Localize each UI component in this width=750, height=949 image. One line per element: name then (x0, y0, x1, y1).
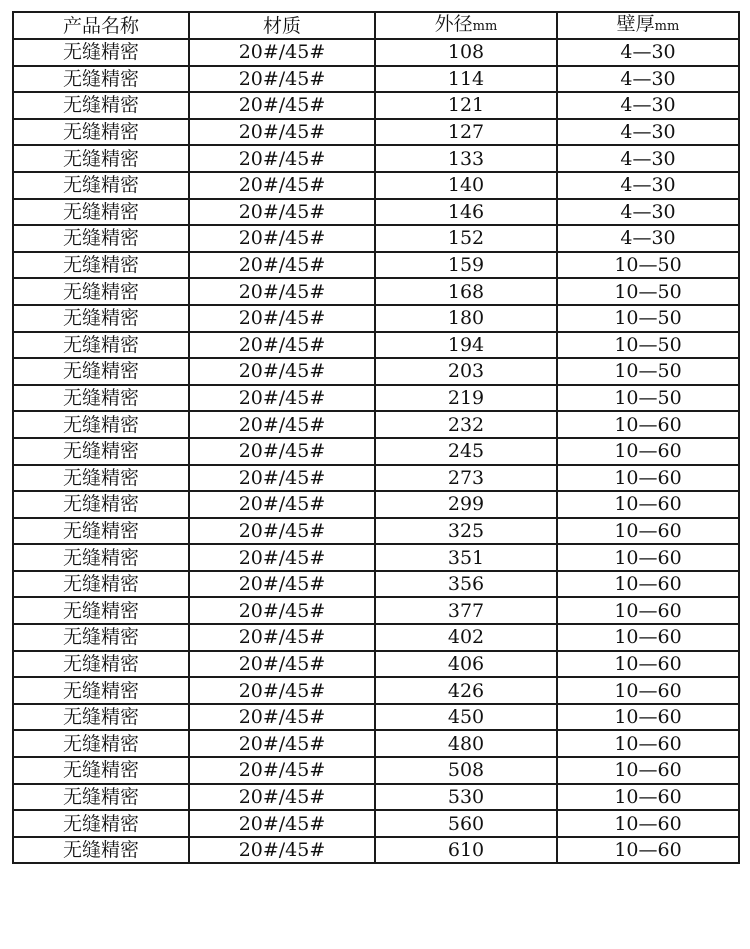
header-wall-thickness (557, 12, 739, 39)
cell-product-name: 无缝精密 (13, 651, 189, 678)
cell-material: 20#/45# (189, 784, 375, 811)
cell-outer-diameter: 406 (375, 651, 557, 678)
table-row (13, 66, 739, 93)
cell-wall-thickness: 10—60 (557, 651, 739, 678)
cell-wall-thickness: 10—60 (557, 491, 739, 518)
cell-wall-thickness: 4—30 (557, 225, 739, 252)
cell-outer-diameter: 351 (375, 544, 557, 571)
cell-product-name: 无缝精密 (13, 784, 189, 811)
cell-wall-thickness: 10—50 (557, 332, 739, 359)
table-row (13, 624, 739, 651)
table-row (13, 438, 739, 465)
cell-outer-diameter: 159 (375, 252, 557, 279)
table-row (13, 92, 739, 119)
spec-sheet (12, 11, 738, 864)
header-outer-diameter-label: 外径 (434, 13, 473, 35)
cell-product-name: 无缝精密 (13, 810, 189, 837)
cell-wall-thickness: 10—60 (557, 597, 739, 624)
cell-wall-thickness: 10—60 (557, 411, 739, 438)
cell-product-name: 无缝精密 (13, 677, 189, 704)
cell-outer-diameter: 560 (375, 810, 557, 837)
cell-wall-thickness: 10—50 (557, 358, 739, 385)
cell-material: 20#/45# (189, 119, 375, 146)
cell-material: 20#/45# (189, 225, 375, 252)
table-row (13, 757, 739, 784)
cell-wall-thickness: 10—60 (557, 624, 739, 651)
cell-material: 20#/45# (189, 624, 375, 651)
cell-outer-diameter: 127 (375, 119, 557, 146)
cell-outer-diameter: 133 (375, 145, 557, 172)
cell-outer-diameter: 610 (375, 837, 557, 864)
table-row (13, 518, 739, 545)
cell-outer-diameter: 219 (375, 385, 557, 412)
cell-wall-thickness: 4—30 (557, 119, 739, 146)
header-material-label: 材质 (262, 14, 301, 37)
header-material (189, 12, 375, 39)
cell-material: 20#/45# (189, 411, 375, 438)
cell-outer-diameter: 325 (375, 518, 557, 545)
cell-outer-diameter: 232 (375, 411, 557, 438)
cell-material: 20#/45# (189, 465, 375, 492)
cell-material: 20#/45# (189, 145, 375, 172)
cell-product-name: 无缝精密 (13, 704, 189, 731)
cell-outer-diameter: 273 (375, 465, 557, 492)
table-row (13, 810, 739, 837)
cell-material: 20#/45# (189, 278, 375, 305)
cell-wall-thickness: 4—30 (557, 66, 739, 93)
cell-product-name: 无缝精密 (13, 92, 189, 119)
cell-material: 20#/45# (189, 651, 375, 678)
cell-wall-thickness: 10—60 (557, 704, 739, 731)
cell-material: 20#/45# (189, 810, 375, 837)
cell-product-name: 无缝精密 (13, 332, 189, 359)
cell-outer-diameter: 146 (375, 199, 557, 226)
cell-wall-thickness: 10—60 (557, 438, 739, 465)
header-outer-diameter (375, 12, 557, 39)
table-row (13, 172, 739, 199)
cell-product-name: 无缝精密 (13, 305, 189, 332)
table-row (13, 465, 739, 492)
cell-outer-diameter: 168 (375, 278, 557, 305)
cell-material: 20#/45# (189, 438, 375, 465)
cell-outer-diameter: 108 (375, 39, 557, 66)
cell-wall-thickness: 10—50 (557, 252, 739, 279)
cell-outer-diameter: 299 (375, 491, 557, 518)
header-row (13, 12, 739, 39)
table-row (13, 597, 739, 624)
cell-product-name: 无缝精密 (13, 597, 189, 624)
table-row (13, 704, 739, 731)
cell-outer-diameter: 402 (375, 624, 557, 651)
table-row (13, 199, 739, 226)
cell-product-name: 无缝精密 (13, 837, 189, 864)
cell-product-name: 无缝精密 (13, 491, 189, 518)
cell-product-name: 无缝精密 (13, 518, 189, 545)
cell-outer-diameter: 114 (375, 66, 557, 93)
table-row (13, 39, 739, 66)
cell-outer-diameter: 450 (375, 704, 557, 731)
table-row (13, 385, 739, 412)
header-wall-thickness-unit: mm (654, 19, 680, 34)
cell-product-name: 无缝精密 (13, 730, 189, 757)
header-product-name (13, 12, 189, 39)
table-row (13, 784, 739, 811)
cell-product-name: 无缝精密 (13, 119, 189, 146)
table-row (13, 411, 739, 438)
cell-material: 20#/45# (189, 385, 375, 412)
cell-material: 20#/45# (189, 704, 375, 731)
cell-wall-thickness: 10—60 (557, 571, 739, 598)
cell-product-name: 无缝精密 (13, 571, 189, 598)
cell-outer-diameter: 356 (375, 571, 557, 598)
cell-product-name: 无缝精密 (13, 438, 189, 465)
cell-wall-thickness: 10—60 (557, 837, 739, 864)
cell-material: 20#/45# (189, 172, 375, 199)
cell-outer-diameter: 194 (375, 332, 557, 359)
table-row (13, 225, 739, 252)
table-row (13, 491, 739, 518)
cell-material: 20#/45# (189, 730, 375, 757)
cell-product-name: 无缝精密 (13, 252, 189, 279)
cell-material: 20#/45# (189, 332, 375, 359)
table-row (13, 145, 739, 172)
cell-material: 20#/45# (189, 92, 375, 119)
cell-material: 20#/45# (189, 757, 375, 784)
cell-wall-thickness: 10—60 (557, 730, 739, 757)
cell-material: 20#/45# (189, 199, 375, 226)
cell-product-name: 无缝精密 (13, 385, 189, 412)
table-row (13, 252, 739, 279)
cell-material: 20#/45# (189, 571, 375, 598)
cell-outer-diameter: 203 (375, 358, 557, 385)
cell-outer-diameter: 245 (375, 438, 557, 465)
cell-product-name: 无缝精密 (13, 465, 189, 492)
cell-material: 20#/45# (189, 677, 375, 704)
cell-wall-thickness: 10—60 (557, 677, 739, 704)
cell-wall-thickness: 10—50 (557, 278, 739, 305)
cell-wall-thickness: 10—50 (557, 305, 739, 332)
cell-material: 20#/45# (189, 252, 375, 279)
table-row (13, 544, 739, 571)
cell-material: 20#/45# (189, 518, 375, 545)
cell-outer-diameter: 480 (375, 730, 557, 757)
cell-wall-thickness: 4—30 (557, 172, 739, 199)
cell-product-name: 无缝精密 (13, 358, 189, 385)
table-row (13, 651, 739, 678)
cell-wall-thickness: 10—60 (557, 810, 739, 837)
cell-outer-diameter: 180 (375, 305, 557, 332)
cell-material: 20#/45# (189, 358, 375, 385)
header-wall-thickness-label: 壁厚 (616, 13, 655, 35)
cell-product-name: 无缝精密 (13, 39, 189, 66)
cell-wall-thickness: 10—60 (557, 784, 739, 811)
spec-table (12, 11, 740, 864)
cell-wall-thickness: 10—60 (557, 518, 739, 545)
table-body (13, 39, 739, 863)
cell-material: 20#/45# (189, 305, 375, 332)
header-product-name-label: 产品名称 (62, 14, 139, 37)
cell-wall-thickness: 10—60 (557, 544, 739, 571)
cell-outer-diameter: 121 (375, 92, 557, 119)
cell-material: 20#/45# (189, 837, 375, 864)
cell-wall-thickness: 4—30 (557, 199, 739, 226)
cell-material: 20#/45# (189, 39, 375, 66)
table-row (13, 837, 739, 864)
cell-outer-diameter: 426 (375, 677, 557, 704)
cell-product-name: 无缝精密 (13, 544, 189, 571)
cell-product-name: 无缝精密 (13, 172, 189, 199)
cell-material: 20#/45# (189, 544, 375, 571)
table-header (13, 12, 739, 39)
table-row (13, 305, 739, 332)
table-row (13, 278, 739, 305)
table-row (13, 358, 739, 385)
cell-wall-thickness: 10—60 (557, 465, 739, 492)
cell-wall-thickness: 10—50 (557, 385, 739, 412)
cell-wall-thickness: 10—60 (557, 757, 739, 784)
table-row (13, 571, 739, 598)
cell-product-name: 无缝精密 (13, 145, 189, 172)
table-row (13, 730, 739, 757)
cell-wall-thickness: 4—30 (557, 39, 739, 66)
cell-product-name: 无缝精密 (13, 199, 189, 226)
cell-product-name: 无缝精密 (13, 278, 189, 305)
cell-material: 20#/45# (189, 597, 375, 624)
table-row (13, 332, 739, 359)
cell-product-name: 无缝精密 (13, 411, 189, 438)
cell-material: 20#/45# (189, 491, 375, 518)
table-row (13, 677, 739, 704)
cell-product-name: 无缝精密 (13, 624, 189, 651)
cell-material: 20#/45# (189, 66, 375, 93)
table-row (13, 119, 739, 146)
cell-product-name: 无缝精密 (13, 66, 189, 93)
cell-wall-thickness: 4—30 (557, 92, 739, 119)
cell-outer-diameter: 377 (375, 597, 557, 624)
cell-outer-diameter: 530 (375, 784, 557, 811)
cell-outer-diameter: 140 (375, 172, 557, 199)
cell-product-name: 无缝精密 (13, 757, 189, 784)
cell-product-name: 无缝精密 (13, 225, 189, 252)
cell-outer-diameter: 152 (375, 225, 557, 252)
cell-outer-diameter: 508 (375, 757, 557, 784)
header-outer-diameter-unit: mm (472, 19, 498, 34)
cell-wall-thickness: 4—30 (557, 145, 739, 172)
